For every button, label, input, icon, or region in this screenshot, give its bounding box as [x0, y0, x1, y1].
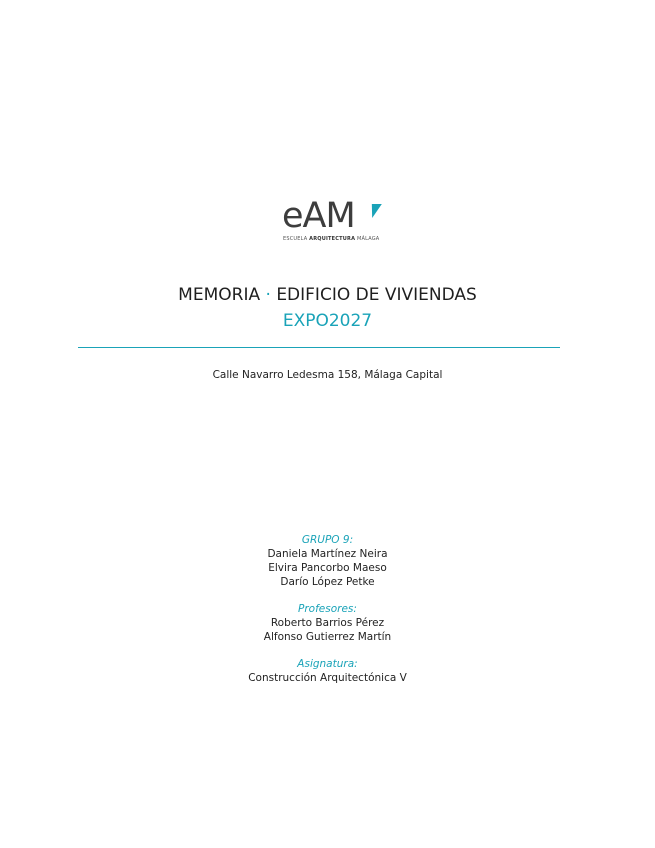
logo-accent-icon: [366, 204, 382, 218]
group-member: Daniela Martínez Neira: [267, 548, 388, 560]
professors-heading: Profesores:: [298, 603, 357, 615]
logo-subtitle: [283, 236, 379, 243]
logo-subtitle-bold: ARQUITECTURA: [309, 236, 356, 242]
credits-block: [0, 533, 655, 698]
group-member: Darío López Petke: [280, 576, 375, 588]
group-heading: GRUPO 9:: [301, 534, 354, 546]
document-subtitle: EXPO2027: [282, 311, 373, 331]
title-main: MEMORIA: [178, 285, 261, 305]
title-rest: EDIFICIO DE VIVIENDAS: [276, 285, 477, 305]
logo-subtitle-suffix: MÁLAGA: [356, 236, 380, 242]
document-title: [0, 285, 655, 305]
project-address: Calle Navarro Ledesma 158, Málaga Capital: [212, 369, 443, 381]
logo-mark: eAM: [282, 196, 355, 236]
professor-name: Roberto Barrios Pérez: [270, 617, 385, 629]
group-section: [0, 533, 655, 589]
course-name: Construcción Arquitectónica V: [248, 672, 407, 684]
group-member: Elvira Pancorbo Maeso: [268, 562, 387, 574]
course-heading: Asignatura:: [297, 658, 358, 670]
professors-section: [0, 602, 655, 644]
course-section: [0, 657, 655, 685]
logo-subtitle-prefix: ESCUELA: [283, 236, 308, 242]
professor-name: Alfonso Gutierrez Martín: [263, 631, 392, 643]
school-logo: [282, 196, 392, 248]
divider-line: [78, 347, 560, 348]
title-separator: ·: [265, 285, 271, 305]
